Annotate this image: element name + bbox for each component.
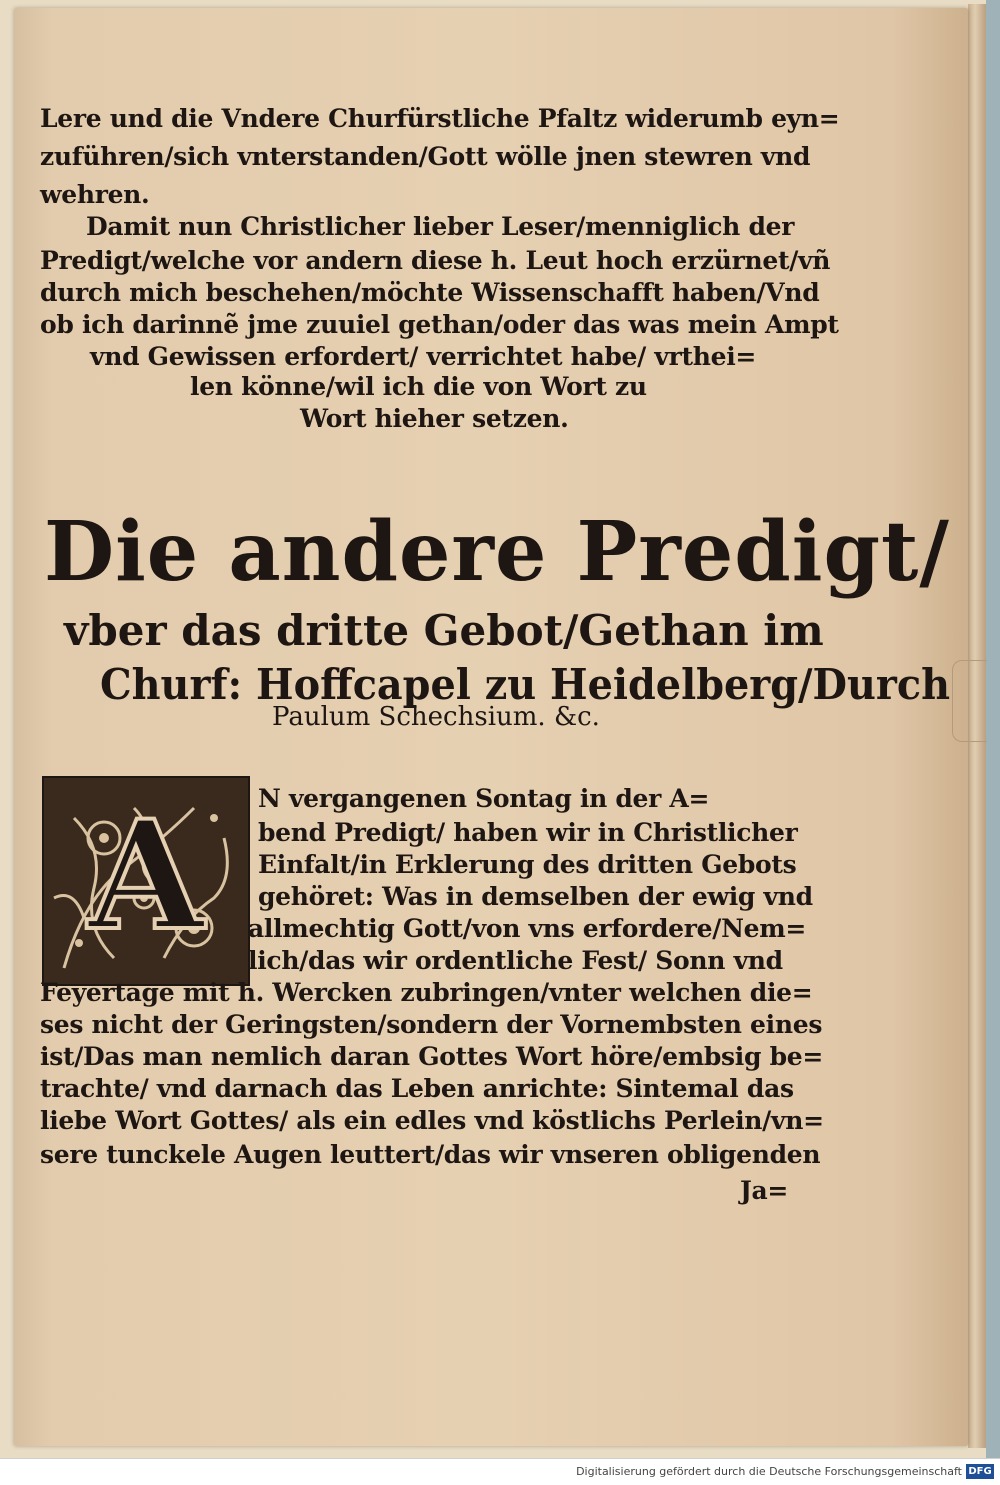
body-line: liebe Wort Gottes/ als ein edles vnd köstlichs Perlein/vn= <box>40 1106 824 1135</box>
body-line: lich/das wir ordentliche Fest/ Sonn vnd <box>248 946 783 975</box>
sermon-subtitle-line: vber das dritte Gebot/Gethan im <box>64 606 824 655</box>
intro-line: Lere und die Vndere Churfürstliche Pfaltz widerumb eyn= <box>40 104 840 133</box>
intro-line: Predigt/welche vor andern diese h. Leut hoch erzürnet/vñ <box>40 246 831 275</box>
body-line: ist/Das man nemlich daran Gottes Wort höre/embsig be= <box>40 1042 824 1071</box>
intro-line: ob ich darinnẽ jme zuuiel gethan/oder das was mein Ampt <box>40 310 839 339</box>
body-line: N vergangenen Sontag in der A= <box>258 784 710 813</box>
intro-line: durch mich beschehen/möchte Wissenschafft haben/Vnd <box>40 278 820 307</box>
sermon-author-line: Paulum Schechsium. &c. <box>272 702 600 732</box>
body-line: bend Predigt/ haben wir in Christlicher <box>258 818 798 847</box>
body-line: sere tunckele Augen leuttert/das wir vnseren obligenden <box>40 1140 821 1169</box>
body-line: ses nicht der Geringsten/sondern der Vornembsten eines <box>40 1010 823 1039</box>
dfg-logo-icon[interactable]: DFG <box>966 1464 994 1479</box>
catchword: Ja= <box>740 1176 789 1205</box>
page-fold-tab <box>952 660 987 742</box>
side-strip <box>986 0 1000 1458</box>
sermon-subtitle-line: Churf: Hoffcapel zu Heidelberg/Durch <box>100 660 950 709</box>
viewer-footer <box>0 1458 1000 1485</box>
body-line: Einfalt/in Erklerung des dritten Gebots <box>258 850 797 879</box>
decorated-initial <box>42 776 250 986</box>
initial-letter: A <box>87 788 205 964</box>
intro-line: wehren. <box>40 180 150 209</box>
body-line: gehöret: Was in demselben der ewig vnd <box>258 882 813 911</box>
intro-line: Wort hieher setzen. <box>300 404 569 433</box>
ornament-icon <box>44 778 248 984</box>
intro-line: len könne/wil ich die von Wort zu <box>190 372 647 401</box>
sermon-title: Die andere Predigt/ <box>44 504 950 600</box>
intro-line: vnd Gewissen erfordert/ verrichtet habe/ vrthei= <box>90 342 757 371</box>
body-line: allmechtig Gott/von vns erfordere/Nem= <box>248 914 807 943</box>
body-line: trachte/ vnd darnach das Leben anrichte: Sintemal das <box>40 1074 794 1103</box>
intro-line: Damit nun Christlicher lieber Leser/menniglich der <box>86 212 795 241</box>
intro-line: zuführen/sich vnterstanden/Gott wölle jnen stewren vnd <box>40 142 811 171</box>
body-line: Feyertage mit h. Wercken zubringen/vnter welchen die= <box>40 978 813 1007</box>
footer-credit: Digitalisierung gefördert durch die Deutsche Forschungsgemeinschaft <box>576 1465 962 1478</box>
